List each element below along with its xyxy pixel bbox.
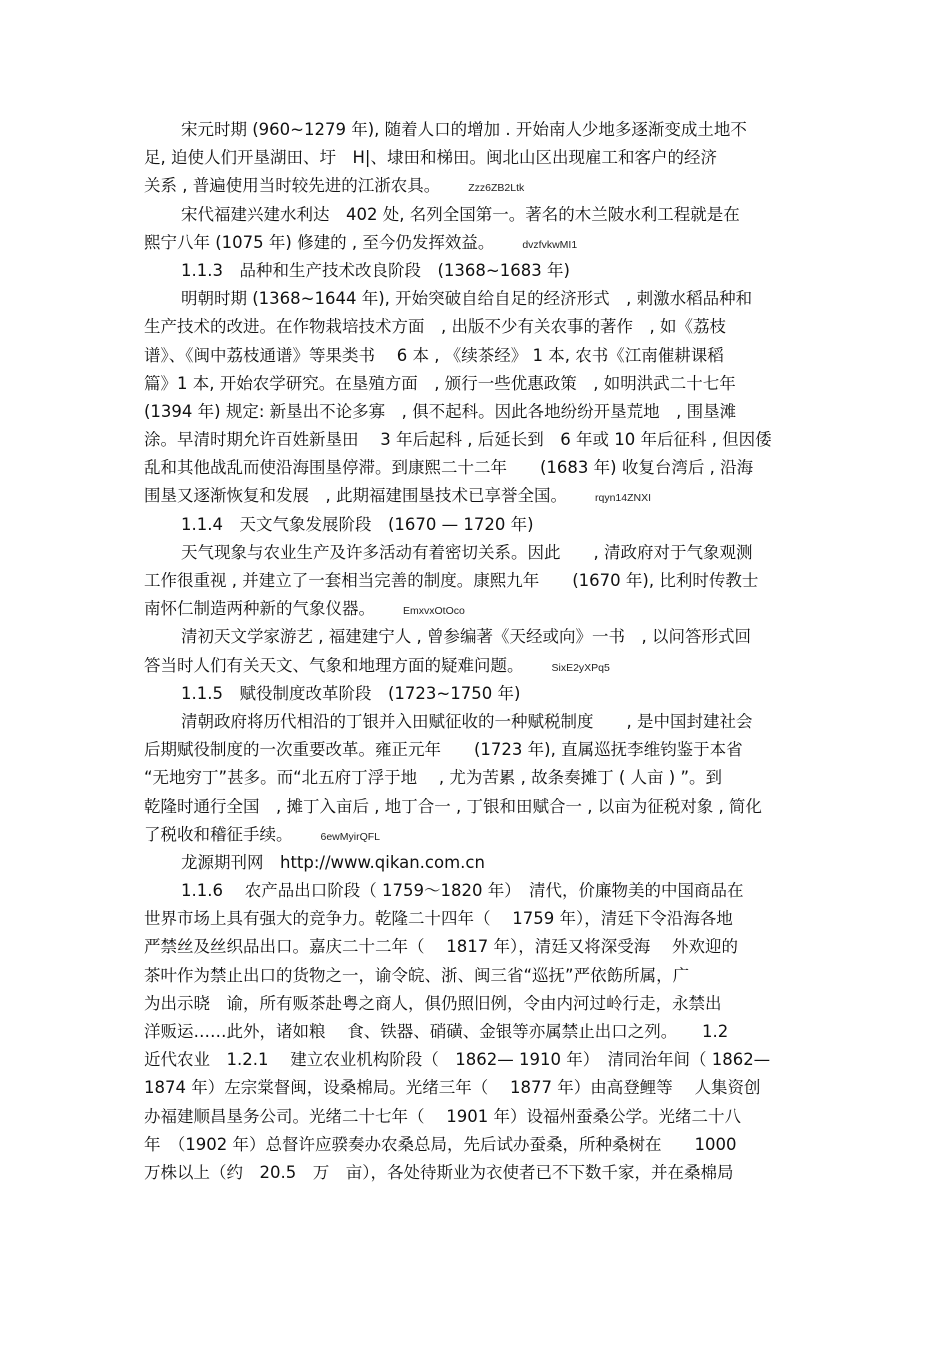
line-text: 年 （1902 年）总督许应骙奏办农桑总局，先后试办蚕桑，所种桑树在 1000 — [144, 1134, 737, 1154]
text-line — [144, 567, 809, 595]
text-line — [144, 398, 809, 426]
line-text: 熙宁八年 (1075 年) 修建的 , 至今仍发挥效益。 — [144, 232, 495, 252]
text-line — [144, 623, 809, 651]
line-text: 办福建顺昌垦务公司。光绪二十七年（ 1901 年）设福州蚕桑公学。光绪二十八 — [144, 1106, 741, 1126]
watermark-code: rqyn14ZNXI — [595, 492, 652, 505]
line-text: 1874 年）左宗棠督闽，设桑棉局。光绪三年（ 1877 年）由高登鲤等 人集资创 — [144, 1078, 761, 1098]
line-text: 1.1.4 天文气象发展阶段 (1670 — 1720 年) — [181, 514, 534, 534]
text-line — [144, 454, 809, 482]
text-line — [144, 821, 809, 849]
line-text: 宋代福建兴建水利达 402 处, 名列全国第一。著名的木兰陂水利工程就是在 — [181, 204, 740, 224]
line-text: 答当时人们有关天文、气象和地理方面的疑难问题。 — [144, 655, 524, 675]
document-body — [144, 116, 809, 1187]
text-line — [144, 849, 809, 877]
line-text: 世界市场上具有强大的竞争力。乾隆二十四年（ 1759 年），清廷下令沿海各地 — [144, 909, 733, 929]
line-text: 万株以上（约 20.5 万 亩），各处待斯业为衣使者已不下数千家，并在桑棉局 — [144, 1162, 734, 1182]
watermark-code: SixE2yXPq5 — [551, 661, 610, 674]
watermark-code: EmxvxOtOco — [403, 605, 465, 618]
text-line — [144, 539, 809, 567]
line-text: 明朝时期 (1368~1644 年), 开始突破自给自足的经济形式 , 刺激水稻品种和 — [181, 289, 753, 309]
text-line — [144, 285, 809, 313]
line-text: 1.1.5 赋役制度改革阶段 (1723~1750 年) — [181, 683, 521, 703]
text-line — [144, 116, 809, 144]
line-text: 清初天文学家游艺 , 福建建宁人 , 曾参编著《天经或向》一书 , 以问答形式回 — [181, 627, 751, 647]
line-text: 南怀仁制造两种新的气象仪器。 — [144, 599, 375, 619]
text-line — [144, 708, 809, 736]
text-line — [144, 1103, 809, 1131]
line-text: “无地穷丁”甚多。而“北五府丁浮于地 , 尤为苦累 , 故条奏摊丁 ( 人亩 ) ”。到 — [144, 768, 723, 788]
line-text: 生产技术的改进。在作物栽培技术方面 , 出版不少有关农事的著作 , 如《荔枝 — [144, 317, 726, 337]
line-text: 乾隆时通行全国 , 摊丁入亩后 , 地丁合一 , 丁银和田赋合一 , 以亩为征税对象 , 简化 — [144, 796, 762, 816]
text-line — [144, 313, 809, 341]
line-text: 为出示晓 谕，所有贩茶赴粤之商人，俱仍照旧例，令由内河过岭行走，永禁出 — [144, 993, 722, 1013]
watermark-code: dvzfvkwMI1 — [522, 238, 578, 251]
text-line — [144, 1131, 809, 1159]
text-line — [144, 877, 809, 905]
text-line — [144, 905, 809, 933]
line-text: 涂。早清时期允许百姓新垦田 3 年后起科 , 后延长到 6 年或 10 年后征科 , 但因倭 — [144, 430, 772, 450]
line-text: 清朝政府将历代相沿的丁银并入田赋征收的一种赋税制度 , 是中国封建社会 — [181, 711, 753, 731]
text-line — [144, 426, 809, 454]
line-text: 宋元时期 (960~1279 年), 随着人口的增加 . 开始南人少地多逐渐变成土地不 — [181, 120, 747, 139]
text-line — [144, 370, 809, 398]
text-line — [144, 1046, 809, 1074]
line-text: 后期赋役制度的一次重要改革。雍正元年 (1723 年), 直属巡抚李维钧鉴于本省 — [144, 740, 743, 760]
text-line — [144, 1159, 809, 1187]
text-line — [144, 201, 809, 229]
text-line — [144, 652, 809, 680]
line-text: 足, 迫使人们开垦湖田、圩 H|、埭田和梯田。闽北山区出现雇工和客户的经济 — [144, 148, 717, 168]
text-line — [144, 229, 809, 257]
line-text: 篇》1 本, 开始农学研究。在垦殖方面 , 颁行一些优惠政策 , 如明洪武二十七年 — [144, 373, 736, 393]
line-text: 龙源期刊网 http://www.qikan.com.cn — [181, 852, 485, 872]
line-text: 谱》、《闽中荔枝通谱》等果类书 6 本 , 《续茶经》 1 本, 农书《江南催耕课稻 — [144, 345, 724, 365]
line-text: 1.1.6 农产品出口阶段（ 1759～1820 年） 清代，价廉物美的中国商品在 — [181, 881, 744, 901]
text-line — [144, 172, 809, 200]
line-text: 洋贩运……此外，诸如粮 食、铁器、硝磺、金银等亦属禁止出口之列。 1.2 — [144, 1022, 729, 1041]
line-text: 1.1.3 品种和生产技术改良阶段 (1368~1683 年) — [181, 260, 570, 280]
watermark-code: Zzz6ZB2Ltk — [468, 182, 525, 195]
line-text: 关系 , 普遍使用当时较先进的江浙农具。 — [144, 176, 441, 196]
line-text: 工作很重视 , 并建立了一套相当完善的制度。康熙九年 (1670 年), 比利时传教士 — [144, 571, 759, 590]
line-text: 围垦又逐渐恢复和发展 , 此期福建围垦技术已享誉全国。 — [144, 486, 567, 506]
text-line — [144, 990, 809, 1018]
watermark-code: 6ewMyirQFL — [320, 830, 381, 843]
text-line — [144, 1018, 809, 1046]
text-line — [144, 680, 809, 708]
text-line — [144, 793, 809, 821]
text-line — [144, 257, 809, 285]
text-line — [144, 144, 809, 172]
text-line — [144, 736, 809, 764]
text-line — [144, 764, 809, 792]
text-line — [144, 482, 809, 510]
line-text: 天气现象与农业生产及许多活动有着密切关系。因此 , 清政府对于气象观测 — [181, 542, 753, 562]
line-text: 茶叶作为禁止出口的货物之一，谕令皖、浙、闽三省“巡抚”严依飭所属，广 — [144, 965, 690, 985]
line-text: (1394 年) 规定: 新垦出不论多寡 , 俱不起科。因此各地纷纷开垦荒地 , 围垦滩 — [144, 401, 737, 421]
text-line — [144, 962, 809, 990]
text-line — [144, 595, 809, 623]
line-text: 乱和其他战乱而使沿海围垦停滞。到康熙二十二年 (1683 年) 收复台湾后 , 沿海 — [144, 458, 754, 478]
text-line — [144, 342, 809, 370]
text-line — [144, 1074, 809, 1102]
text-line — [144, 511, 809, 539]
line-text: 近代农业 1.2.1 建立农业机构阶段（ 1862— 1910 年） 清同治年间（ 1862— — [144, 1050, 771, 1070]
line-text: 了税收和稽征手续。 — [144, 824, 293, 844]
text-line — [144, 933, 809, 961]
line-text: 严禁丝及丝织品出口。嘉庆二十二年（ 1817 年），清廷又将深受海 外欢迎的 — [144, 937, 738, 957]
